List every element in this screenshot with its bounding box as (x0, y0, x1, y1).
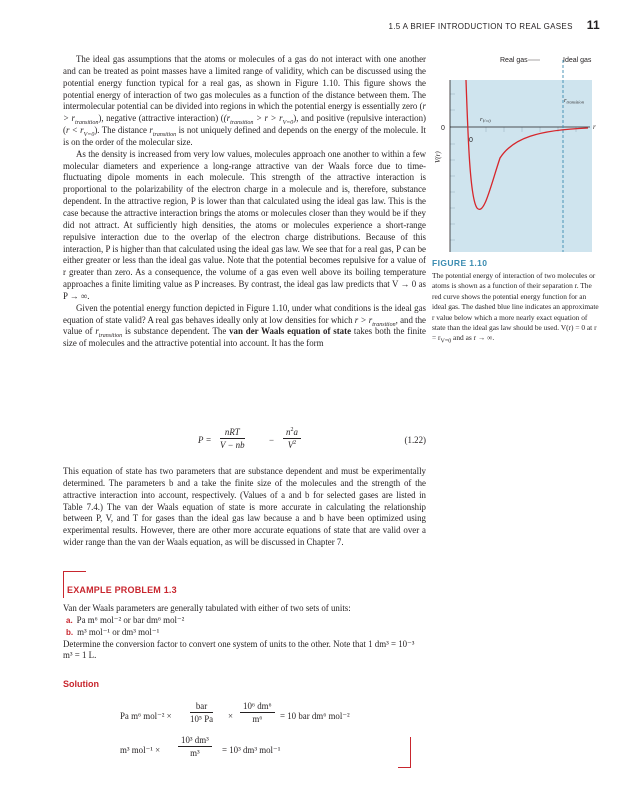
equation-number: (1.22) (404, 435, 426, 445)
example-question: Determine the conversion factor to convert one system of units to the other. Note that 1 dm³ = 10⁻³ m³ = 1 L. (63, 638, 415, 661)
label-zero-x: 0 (469, 137, 473, 144)
label-v-of-r: V(r) (434, 151, 442, 163)
paragraph-2: As the density is increased from very low values, molecules approach one another to within a few molecular diameters and experience a long-range attractive van der Waals force due to time-fluctuating dipole moments in each molecule. This strength of the attractive interaction is proportional to the polarizability of the electron charge in a molecule and is, therefore, substance dependent. In the attractive region, P is lower than that calculated using the ideal gas law. This is the case because the attractive interaction brings the atoms or molecules closer than they would be if they did not attract. At sufficiently high densities, the atoms or molecules experience a short-range repulsive interaction due to the overlap of the electron charge distributions. Because of this interaction, P is higher than that calculated using the ideal gas law. We see that for a real gas, P can be either greater or less than the ideal gas value. Note that the potential becomes repulsive for a value of r greater than zero. As a consequence, the volume of a gas even well above its boiling temperature approaches a finite limiting value as P increases. By contrast, the ideal gas law predicts that V → 0 as P → ∞. (63, 148, 426, 301)
label-r-v0: $r_{V=0}$ (480, 116, 491, 124)
label-real-gas: Real gas (500, 57, 528, 64)
label-r-transition: $r_{transition}$ (564, 97, 585, 105)
paragraph-3: Given the potential energy function depicted in Figure 1.10, under what conditions is the ideal gas equation of state valid? A real gas behaves ideally only at low densities for which $r > r_{transition}$, and the value of $r_{transition}$ is substance dependent. The van der Waals equation of state takes both the finite size of molecules and the attractive potential into account. It has the form (63, 302, 426, 349)
solution-line-2: m³ mol⁻¹ × $\frac{\text{10³ dm³}}{\text{m³}}$ = 10³ dm³ mol⁻¹ (120, 735, 281, 758)
equation-fraction-2: $\frac{n^2a}{V^2}$ (283, 427, 301, 450)
label-ideal-gas: Ideal gas (563, 57, 592, 64)
potential-energy-plot (428, 48, 600, 258)
equation-fraction-1: nRT V − nb (220, 427, 245, 450)
label-zero-y: 0 (441, 125, 445, 132)
equation-minus: − (269, 435, 275, 445)
body-text-top (63, 54, 426, 350)
example-item-b: b. m³ mol⁻¹ or dm³ mol⁻¹ (66, 626, 160, 637)
example-item-a: a. Pa m⁶ mol⁻² or bar dm⁶ mol⁻² (66, 614, 185, 625)
solution-label: Solution (63, 679, 99, 689)
solution-line-1: Pa m⁶ mol⁻² × bar 10⁵ Pa × $\frac{\text{10⁶ dm⁶}}{\text{m⁶}}$ = 10 bar dm⁶ mol⁻² (120, 701, 350, 724)
example-intro: Van der Waals parameters are generally tabulated with either of two sets of units: (63, 603, 351, 613)
example-end-bracket (398, 737, 411, 768)
running-header (0, 18, 600, 32)
figure-title: FIGURE 1.10 (432, 258, 488, 268)
van-der-waals-equation (63, 427, 426, 459)
plot-background (450, 80, 592, 252)
figure-1-10 (428, 48, 600, 258)
page-number: 11 (586, 18, 600, 32)
figure-caption: The potential energy of interaction of two molecules or atoms is shown as a function of their separation r. The red curve shows the potential energy function for an ideal gas. The dashed blue line indicates an approximate r value below which a more nearly exact equation of state than the ideal gas law should be used. V(r) = 0 at $r = r_{V=0}$ and as r → ∞. (432, 271, 599, 345)
section-title: 1.5 A BRIEF INTRODUCTION TO REAL GASES (388, 22, 573, 31)
example-title: EXAMPLE PROBLEM 1.3 (67, 585, 177, 595)
paragraph-1: The ideal gas assumptions that the atoms or molecules of a gas do not interact with one another and can be treated as point masses have a limited range of validity, which can be discussed using the potential energy function typical for a real gas, as shown in Figure 1.10. This figure shows the potential energy of interaction of two gas molecules as a function of the distance between them. The intermolecular potential can be divided into regions in which the potential energy is essentially zero $(r > r_{transition})$, negative (attractive interaction) ($(r_{transition} > r > r_{V=0})$, and positive (repulsive interaction) $(r < r_{V=0})$. The distance $r_{transition}$ is not uniquely defined and depends on the energy of the molecule. It is on the order of the molecular size. (63, 54, 427, 147)
example-body (63, 603, 426, 662)
body-text-bottom (63, 466, 426, 549)
equation-lhs: P = (198, 435, 212, 445)
label-r-axis: r (593, 123, 596, 131)
paragraph-4: This equation of state has two parameters that are substance dependent and must be experimentally determined. The parameters b and a take the finite size of the molecules and the strength of the attractive interaction into account, respectively. (Values of a and b for selected gases are listed in Table 7.4.) The van der Waals equation of state is more accurate in calculating the relationship between P, V, and T for gases than the ideal gas law because a and b have been optimized using experimental results. However, there are other more accurate equations of state that are valid over a wider range than the van der Waals equation, as will be discussed in Chapter 7. (63, 466, 426, 548)
